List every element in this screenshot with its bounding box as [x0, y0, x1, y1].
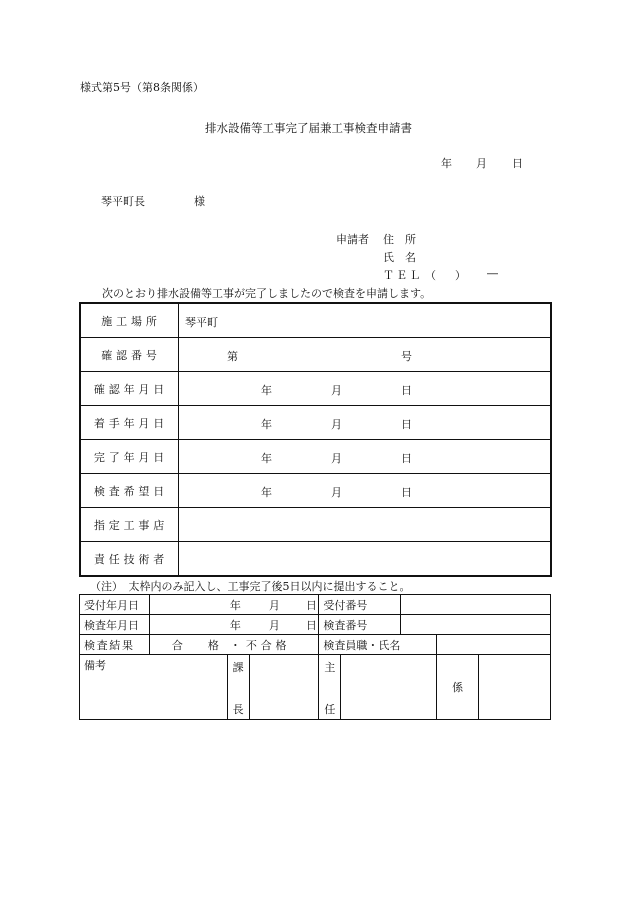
result-field[interactable] — [149, 635, 319, 655]
intro-text: 次のとおり排水設備等工事が完了しましたので検査を申請します。 — [102, 287, 432, 300]
inspect-date-field[interactable] — [149, 615, 319, 635]
inspect-no-field[interactable] — [401, 615, 551, 635]
office-use-table — [79, 594, 551, 720]
complete-date-field[interactable] — [179, 440, 552, 474]
year-mark: 年 — [261, 486, 272, 499]
day-mark: 日 — [305, 619, 317, 632]
result-separator: ・ — [229, 639, 241, 652]
confirm-date-label: 確認年月日 — [80, 372, 179, 406]
contractor-label: 指定工事店 — [80, 508, 179, 542]
site-field[interactable] — [179, 303, 552, 338]
clerk-label: 係 — [437, 655, 479, 720]
inspect-date-label: 検査年月日 — [80, 615, 150, 635]
month-mark: 月 — [268, 599, 280, 612]
receipt-no-label: 受付番号 — [319, 595, 401, 615]
confirm-no-label: 確認番号 — [80, 338, 179, 372]
table-row — [80, 303, 551, 338]
addressee-name: 琴平町長 — [101, 195, 145, 208]
chief-seal[interactable] — [341, 655, 437, 720]
day-mark: 日 — [401, 418, 412, 431]
result-label: 検査結果 — [80, 635, 150, 655]
inspect-no-label: 検査番号 — [319, 615, 401, 635]
date-month[interactable]: 月 — [476, 157, 487, 170]
applicant-name-label: 氏 名 — [383, 251, 416, 264]
document-title: 排水設備等工事完了届兼工事検査申請書 — [205, 121, 412, 135]
table-row — [80, 338, 551, 372]
table-row — [80, 655, 551, 720]
section-chief-seal[interactable] — [249, 655, 319, 720]
inspect-wish-date-label: 検査希望日 — [80, 474, 179, 508]
table-row — [80, 508, 551, 542]
table-row — [80, 474, 551, 508]
applicant-address-label: 住 所 — [383, 233, 416, 246]
day-mark: 日 — [401, 452, 412, 465]
site-value: 琴平町 — [185, 316, 218, 329]
addressee-honorific: 様 — [194, 195, 205, 208]
table-row — [80, 595, 551, 615]
note-text: （注） 太枠内のみ記入し、工事完了後5日以内に提出すること。 — [90, 580, 411, 593]
inspect-wish-date-field[interactable] — [179, 474, 552, 508]
tel-dash: ― — [487, 267, 498, 280]
confirm-no-suffix: 号 — [401, 350, 412, 363]
inspector-label: 検査員職・氏名 — [319, 635, 437, 655]
day-mark: 日 — [401, 486, 412, 499]
day-mark: 日 — [305, 599, 317, 612]
receipt-no-field[interactable] — [401, 595, 551, 615]
confirm-no-field[interactable] — [179, 338, 552, 372]
application-table — [79, 302, 552, 577]
complete-date-label: 完了年月日 — [80, 440, 179, 474]
date-day[interactable]: 日 — [512, 157, 523, 170]
year-mark: 年 — [261, 384, 272, 397]
table-row — [80, 440, 551, 474]
receipt-date-label: 受付年月日 — [80, 595, 150, 615]
engineer-field[interactable] — [179, 542, 552, 577]
day-mark: 日 — [401, 384, 412, 397]
receipt-date-field[interactable] — [149, 595, 319, 615]
remarks-label: 備考 — [84, 659, 106, 672]
applicant-tel-label: ＴＥＬ — [383, 269, 423, 282]
site-label: 施工場所 — [80, 303, 179, 338]
result-pass[interactable]: 合 — [171, 639, 183, 652]
remarks-field[interactable] — [80, 655, 228, 720]
start-date-label: 着手年月日 — [80, 406, 179, 440]
month-mark: 月 — [268, 619, 280, 632]
contractor-field[interactable] — [179, 508, 552, 542]
applicant-label: 申請者 — [336, 233, 369, 246]
confirm-date-field[interactable] — [179, 372, 552, 406]
result-fail[interactable]: 不合格 — [245, 639, 291, 652]
date-year[interactable]: 年 — [441, 157, 452, 170]
table-row — [80, 542, 551, 577]
inspector-field[interactable] — [437, 635, 551, 655]
tel-paren-open: （ — [425, 269, 436, 282]
chief-label: 主 任 — [319, 655, 341, 720]
table-row — [80, 372, 551, 406]
month-mark: 月 — [331, 418, 342, 431]
engineer-label: 責任技術者 — [80, 542, 179, 577]
year-mark: 年 — [261, 452, 272, 465]
month-mark: 月 — [331, 384, 342, 397]
month-mark: 月 — [331, 486, 342, 499]
month-mark: 月 — [331, 452, 342, 465]
clerk-seal[interactable] — [479, 655, 551, 720]
year-mark: 年 — [261, 418, 272, 431]
table-row — [80, 635, 551, 655]
start-date-field[interactable] — [179, 406, 552, 440]
table-row — [80, 406, 551, 440]
year-mark: 年 — [229, 619, 241, 632]
tel-paren-close: ） — [455, 269, 466, 282]
year-mark: 年 — [229, 599, 241, 612]
form-number: 様式第5号（第8条関係） — [80, 81, 204, 94]
table-row — [80, 615, 551, 635]
confirm-no-prefix: 第 — [227, 350, 238, 363]
section-chief-label: 課 長 — [227, 655, 249, 720]
result-pass-2[interactable]: 格 — [207, 639, 219, 652]
